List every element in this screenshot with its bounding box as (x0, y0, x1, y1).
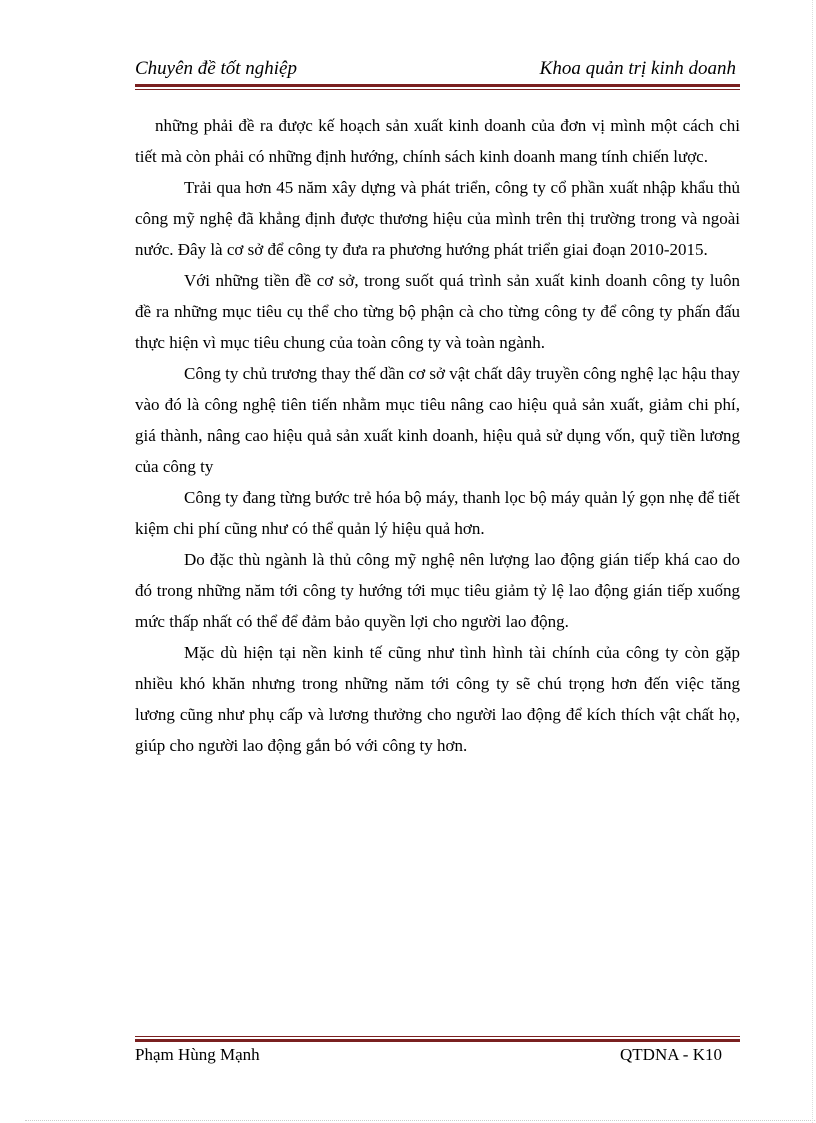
page-bottom-edge (25, 1120, 815, 1121)
paragraph-3: Với những tiền đề cơ sở, trong suốt quá trình sản xuất kinh doanh công ty luôn đề ra những mục tiêu cụ thể cho từng bộ phận cà cho từng công ty để công ty phấn đấu thực hiện vì mục tiêu chung của toàn công ty và toàn ngành. (135, 271, 740, 352)
header-divider-thin (135, 89, 740, 90)
page-footer (135, 1045, 740, 1069)
page-right-edge (812, 0, 813, 1123)
paragraph-6: Do đặc thù ngành là thủ công mỹ nghệ nên lượng lao động gián tiếp khá cao do đó trong những năm tới công ty hướng tới mục tiêu giảm tỷ lệ lao động gián tiếp xuống mức thấp nhất có thể để đảm bảo quyền lợi cho người lao động. (135, 550, 740, 631)
paragraph-1: những phải đề ra được kế hoạch sản xuất kinh doanh của đơn vị mình một cách chi tiết mà còn phải có những định hướng, chính sách kinh doanh mang tính chiến lược. (135, 116, 740, 166)
header-divider-thick (135, 84, 740, 87)
header-faculty: Khoa quản trị kinh doanh (539, 58, 736, 79)
paragraph-2: Trải qua hơn 45 năm xây dựng và phát triển, công ty cổ phần xuất nhập khẩu thủ công mỹ nghệ đã khẳng định được thương hiệu của mình trên thị trường trong và ngoài nước. Đây là cơ sở để công ty đưa ra phương hướng phát triển giai đoạn 2010-2015. (135, 178, 740, 259)
footer-divider-thick (135, 1039, 740, 1042)
page-header (135, 58, 740, 84)
paragraph-4: Công ty chủ trương thay thế dần cơ sở vật chất dây truyền công nghệ lạc hậu thay vào đó là công nghệ tiên tiến nhằm mục tiêu nâng cao hiệu quả sản xuất, giảm chi phí, giá thành, nâng cao hiệu quả sản xuất kinh doanh, hiệu quả sử dụng vốn, quỹ tiền lương của công ty (135, 364, 740, 476)
footer-author: Phạm Hùng Mạnh (135, 1045, 260, 1064)
paragraph-5: Công ty đang từng bước trẻ hóa bộ máy, thanh lọc bộ máy quản lý gọn nhẹ để tiết kiệm chi phí cũng như có thể quản lý hiệu quả hơn. (135, 488, 740, 538)
footer-divider-thin (135, 1036, 740, 1037)
footer-class-code: QTDNA - K10 (620, 1045, 722, 1064)
footer-divider (135, 1036, 740, 1043)
paragraph-7: Mặc dù hiện tại nền kinh tế cũng như tình hình tài chính của công ty còn gặp nhiều khó khăn nhưng trong những năm tới công ty sẽ chú trọng hơn đến việc tăng lương cũng như phụ cấp và lương thưởng cho người lao động để kích thích vật chất họ, giúp cho người lao động gắn bó với công ty hơn. (135, 643, 740, 755)
header-document-title: Chuyên đề tốt nghiệp (135, 58, 297, 79)
header-divider (135, 84, 740, 91)
body-text (135, 110, 740, 761)
